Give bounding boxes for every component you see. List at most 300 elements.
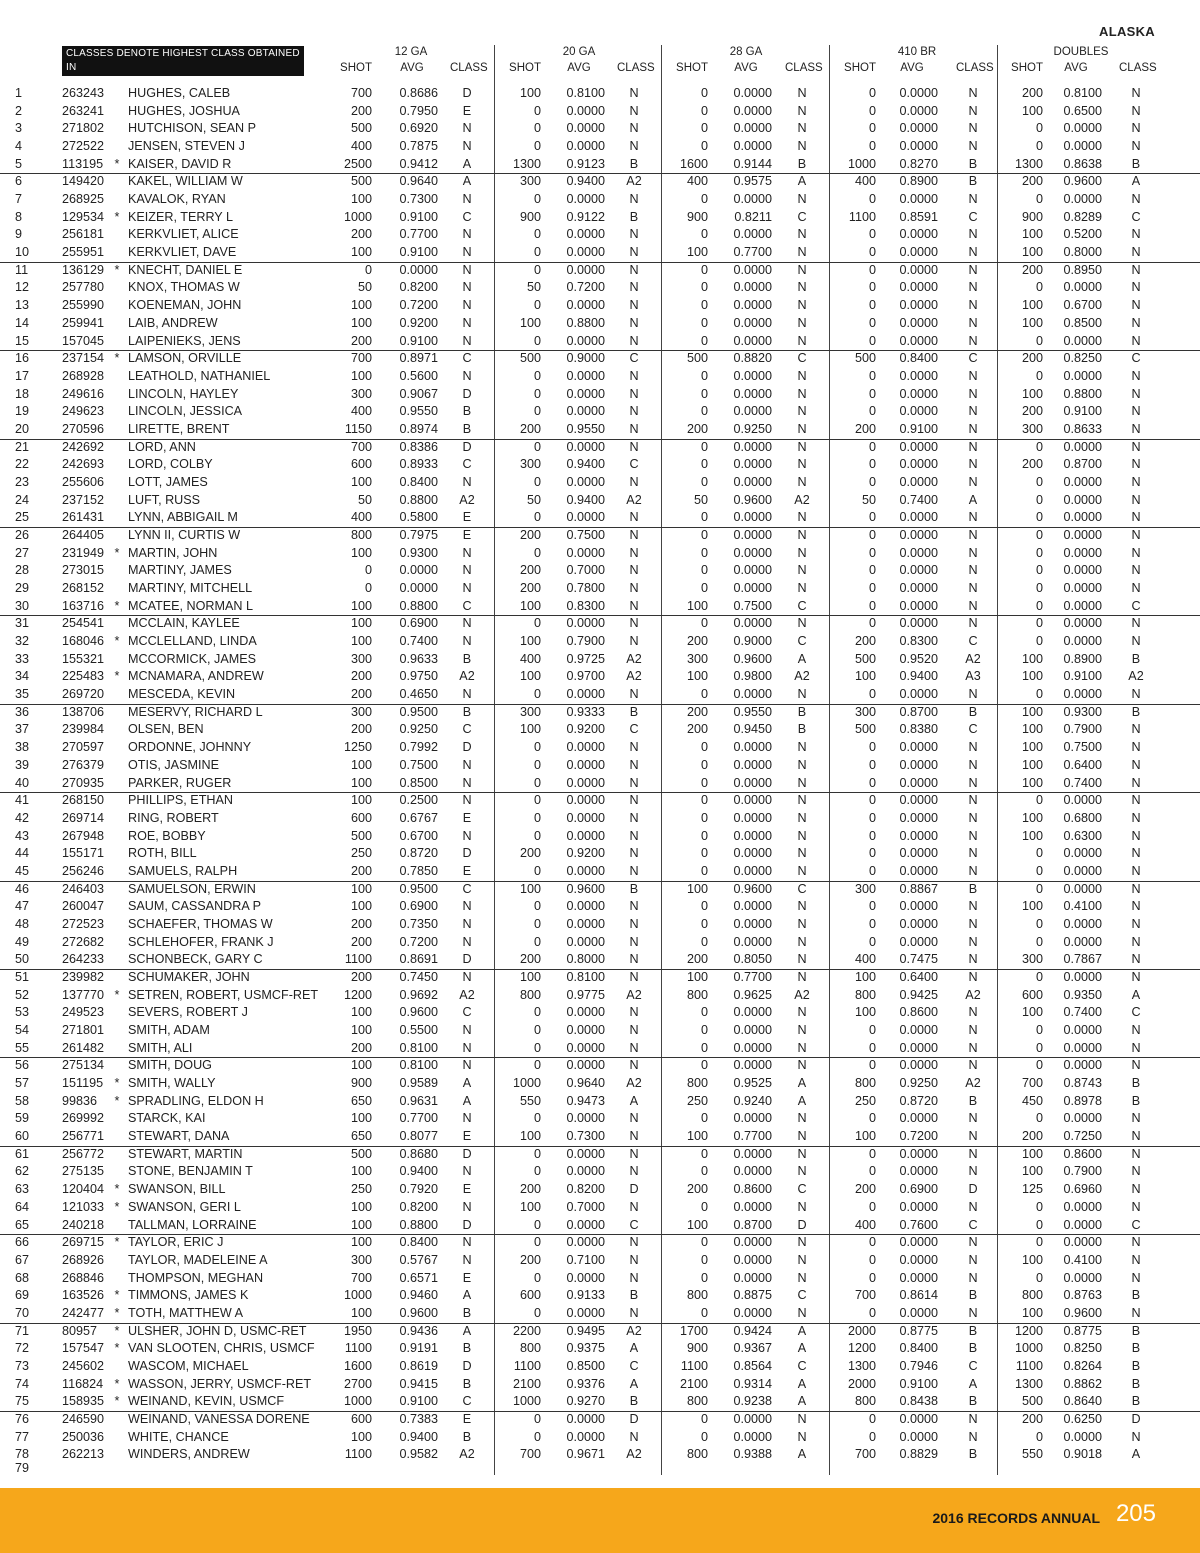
avg-value: 0.8829 [899,1447,938,1462]
shot-value: 0 [868,598,876,613]
class-value: N [629,828,639,843]
class-note [62,46,304,87]
shot-value: 300 [519,704,541,719]
class-value: C [968,634,978,649]
shot-value: 1150 [344,421,372,436]
shot-value: 200 [519,563,541,578]
avg-value: 0.0000 [733,439,772,454]
avg-value: 0.9500 [399,704,438,719]
shot-value: 0 [868,1429,876,1444]
row-number: 6 [15,174,23,189]
shot-value: 0 [868,775,876,790]
class-value: B [629,1288,639,1303]
avg-value: 0.0000 [733,457,772,472]
avg-value: 0.0000 [566,439,605,454]
class-value: D [462,1358,472,1373]
class-value: N [797,227,807,242]
class-value: N [1131,846,1141,861]
avg-value: 0.0000 [566,368,605,383]
avg-value: 0.9692 [399,987,438,1002]
member-id: 129534 [62,209,105,224]
class-value: N [968,1270,978,1285]
subheader-avg: AVG [567,62,591,74]
class-value: C [462,209,472,224]
member-id: 136129 [62,262,105,277]
shot-value: 300 [854,881,876,896]
shot-value: 0 [700,793,708,808]
avg-value: 0.7500 [566,528,605,542]
avg-value: 0.0000 [899,899,938,914]
class-value: N [1131,510,1141,525]
class-value: A2 [459,987,475,1002]
table-row [0,156,1200,175]
avg-value: 0.9631 [399,1093,438,1108]
avg-value: 0.9133 [566,1288,605,1303]
member-id: 137770 [62,987,105,1002]
class-value: B [462,1376,472,1391]
avg-value: 0.8600 [899,1005,938,1020]
shot-value: 50 [357,492,372,507]
class-value: C [462,881,472,896]
row-number: 13 [15,298,30,313]
avg-value: 0.0000 [733,934,772,949]
class-value: N [968,528,978,542]
shot-value: 300 [519,174,541,189]
avg-value: 0.0000 [899,386,938,401]
shot-value: 500 [350,174,372,189]
class-value: N [797,262,807,277]
avg-value: 0.0000 [566,916,605,931]
class-value: C [629,722,639,737]
shot-value: 0 [868,315,876,330]
avg-value: 0.9725 [566,651,605,666]
subheader-avg: AVG [1064,62,1088,74]
shot-value: 0 [868,528,876,542]
member-id: 246403 [62,881,105,896]
shot-value: 200 [350,722,372,737]
class-value: N [968,103,978,118]
shot-value: 800 [854,987,876,1002]
class-value: B [1131,1394,1141,1409]
table-row [0,1146,1200,1164]
avg-value: 0.0000 [1063,563,1102,578]
shot-value: 0 [1035,1040,1043,1055]
avg-value: 0.0000 [566,899,605,914]
table-row [0,775,1200,794]
avg-value: 0.7700 [733,245,772,260]
row-number: 15 [15,333,30,348]
class-value: N [462,139,472,154]
avg-value: 0.7100 [566,1252,605,1267]
shot-value: 700 [854,1288,876,1303]
shot-value: 1600 [343,1358,372,1373]
shot-value: 300 [1021,421,1043,436]
subheader-class: CLASS [450,62,488,74]
avg-value: 0.9600 [1063,1305,1102,1320]
row-number: 56 [15,1058,30,1073]
shot-value: 0 [868,139,876,154]
avg-value: 0.9600 [399,1305,438,1320]
avg-value: 0.9582 [399,1447,438,1462]
table-row [0,863,1200,882]
class-value: N [462,970,472,984]
row-number: 42 [15,810,30,825]
shooter-name: SCHLEHOFER, FRANK J [128,934,274,949]
avg-value: 0.8270 [899,156,938,171]
avg-value: 0.8800 [566,315,605,330]
shot-value: 0 [700,510,708,525]
avg-value: 0.0000 [899,227,938,242]
member-id: 264405 [62,528,105,542]
table-row [0,1040,1200,1059]
class-value: N [797,1023,807,1038]
avg-value: 0.9333 [566,704,605,719]
shot-value: 0 [533,368,541,383]
class-value: N [1131,740,1141,755]
shot-value: 0 [1035,280,1043,295]
shot-value: 0 [868,1040,876,1055]
member-id: 237154 [62,351,105,366]
table-row [0,739,1200,757]
class-value: N [1131,1058,1141,1073]
shot-value: 100 [1021,899,1043,914]
class-value: B [797,156,807,171]
class-value: N [968,262,978,277]
row-number: 70 [15,1305,30,1320]
class-value: N [797,1040,807,1055]
class-value: N [968,474,978,489]
class-value: B [462,1341,472,1356]
shot-value: 50 [526,280,541,295]
shot-value: 0 [533,1058,541,1073]
shot-value: 700 [519,1447,541,1462]
class-value: N [797,793,807,808]
shot-value: 200 [686,1182,708,1197]
class-value: N [1131,1040,1141,1055]
shot-value: 100 [350,315,372,330]
shooter-name: WINDERS, ANDREW [128,1447,250,1462]
table-row [0,527,1200,545]
member-id: 249623 [62,404,105,419]
class-value: N [1131,545,1141,560]
avg-value: 0.7867 [1063,952,1102,967]
class-value: N [797,1146,807,1161]
avg-value: 0.0000 [399,581,438,596]
shot-value: 100 [519,598,541,613]
class-value: N [968,563,978,578]
shot-value: 100 [1021,704,1043,719]
avg-value: 0.0000 [566,474,605,489]
avg-value: 0.9000 [566,351,605,366]
class-value: N [629,121,639,136]
class-value: B [1131,1376,1141,1391]
row-number: 17 [15,368,30,383]
asterisk-marker: * [114,1305,120,1320]
state-title: ALASKA [1099,24,1155,39]
shot-value: 0 [700,1023,708,1038]
avg-value: 0.0000 [899,1058,938,1073]
avg-value: 0.0000 [566,1058,605,1073]
avg-value: 0.8500 [1063,315,1102,330]
shooter-name: SEVERS, ROBERT J [128,1005,248,1020]
shot-value: 0 [533,1217,541,1232]
avg-value: 0.0000 [566,793,605,808]
row-number: 46 [15,881,30,896]
row-number-79: 79 [15,1461,30,1475]
member-id: 239984 [62,722,105,737]
footer-title: 2016 RECORDS ANNUAL [932,1510,1100,1526]
member-id: 275135 [62,1164,105,1179]
avg-value: 0.9100 [1063,404,1102,419]
shot-value: 2700 [343,1376,372,1391]
avg-value: 0.9600 [566,881,605,896]
shot-value: 0 [533,1235,541,1250]
class-value: C [629,1217,639,1232]
row-number: 2 [15,103,23,118]
shot-value: 0 [1035,793,1043,808]
class-value: N [462,121,472,136]
shot-value: 400 [519,651,541,666]
shooter-name: KEIZER, TERRY L [128,209,233,224]
class-value: N [1131,881,1141,896]
member-id: 155321 [62,651,105,666]
shot-value: 300 [686,651,708,666]
shot-value: 0 [1035,121,1043,136]
avg-value: 0.0000 [899,298,938,313]
shot-value: 700 [350,351,372,366]
avg-value: 0.0000 [1063,528,1102,542]
class-value: N [797,510,807,525]
avg-value: 0.0000 [899,916,938,931]
avg-value: 0.0000 [899,793,938,808]
shot-value: 200 [350,669,372,684]
shooter-name: LAIPENIEKS, JENS [128,333,241,348]
avg-value: 0.0000 [899,280,938,295]
avg-value: 0.0000 [566,386,605,401]
row-number: 8 [15,209,23,224]
avg-value: 0.0000 [899,510,938,525]
asterisk-marker: * [114,598,120,613]
class-value: N [797,457,807,472]
avg-value: 0.0000 [1063,545,1102,560]
table-row [0,633,1200,651]
class-value: A [797,1076,807,1091]
class-value: A [968,1376,978,1391]
row-number: 67 [15,1252,30,1267]
shot-value: 0 [700,563,708,578]
class-value: N [797,1252,807,1267]
row-number: 55 [15,1040,30,1055]
shot-value: 100 [350,1058,372,1073]
avg-value: 0.9550 [399,404,438,419]
avg-value: 0.0000 [1063,1235,1102,1250]
member-id: 270597 [62,740,105,755]
class-value: A2 [794,669,810,684]
avg-value: 0.0000 [899,863,938,878]
class-value: N [968,439,978,454]
shooter-name: MESERVY, RICHARD L [128,704,263,719]
asterisk-marker: * [114,634,120,649]
avg-value: 0.8386 [399,439,438,454]
shooter-name: STARCK, KAI [128,1111,206,1126]
class-value: C [1131,209,1141,224]
avg-value: 0.8900 [899,174,938,189]
table-row [0,898,1200,916]
avg-value: 0.8200 [399,1199,438,1214]
shot-value: 0 [1035,528,1043,542]
avg-value: 0.0000 [733,1235,772,1250]
class-value: N [968,916,978,931]
shooter-name: SMITH, DOUG [128,1058,212,1073]
class-value: N [629,1040,639,1055]
group-20ga: 20 GA [562,46,596,58]
shot-value: 100 [350,634,372,649]
class-value: N [1131,1199,1141,1214]
shot-value: 100 [350,1199,372,1214]
subheader-avg: AVG [900,62,924,74]
class-value: N [797,563,807,578]
class-value: N [797,1305,807,1320]
shooter-name: KNOX, THOMAS W [128,280,240,295]
shot-value: 0 [868,687,876,702]
avg-value: 0.0000 [899,1040,938,1055]
class-value: B [629,156,639,171]
class-value: C [797,1358,807,1373]
class-value: N [797,439,807,454]
row-number: 76 [15,1412,30,1426]
avg-value: 0.8300 [566,598,605,613]
class-value: D [462,740,472,755]
class-value: A2 [965,651,981,666]
class-value: C [968,1217,978,1232]
table-row [0,1429,1200,1447]
shot-value: 200 [686,634,708,649]
shot-value: 1000 [512,1076,541,1091]
class-value: B [968,1341,978,1356]
avg-value: 0.9350 [1063,987,1102,1002]
class-value: N [462,1235,472,1250]
class-value: B [629,209,639,224]
avg-value: 0.7200 [399,934,438,949]
class-value: N [462,1058,472,1073]
row-number: 51 [15,970,30,984]
shooter-name: WASSON, JERRY, USMCF-RET [128,1376,312,1391]
shot-value: 0 [700,863,708,878]
avg-value: 0.9525 [733,1076,772,1091]
shot-value: 0 [533,1164,541,1179]
class-value: N [968,757,978,772]
class-value: N [1131,368,1141,383]
class-value: N [629,1129,639,1144]
avg-value: 0.0000 [733,740,772,755]
avg-value: 0.0000 [733,1058,772,1073]
class-value: A2 [626,987,642,1002]
avg-value: 0.0000 [1063,881,1102,896]
shooter-name: SMITH, WALLY [128,1076,216,1091]
class-value: N [629,86,639,100]
shot-value: 450 [1021,1093,1043,1108]
shooter-name: RING, ROBERT [128,810,219,825]
class-value: N [797,1270,807,1285]
member-id: 246590 [62,1412,105,1426]
shot-value: 0 [533,386,541,401]
shooter-name: STEWART, DANA [128,1129,230,1144]
shot-value: 0 [533,616,541,631]
class-value: N [797,581,807,596]
shot-value: 100 [1021,775,1043,790]
avg-value: 0.0000 [733,1412,772,1426]
shooter-name: TALLMAN, LORRAINE [128,1217,257,1232]
class-value: B [968,881,978,896]
shot-value: 200 [519,1252,541,1267]
class-value: N [462,899,472,914]
shot-value: 100 [350,1235,372,1250]
shot-value: 100 [519,722,541,737]
shot-value: 100 [350,1023,372,1038]
avg-value: 0.8978 [1063,1093,1102,1108]
shot-value: 0 [700,581,708,596]
member-id: 262213 [62,1447,105,1462]
table-row [0,757,1200,775]
shot-value: 100 [350,1305,372,1320]
shot-value: 0 [533,828,541,843]
class-value: A2 [794,987,810,1002]
class-value: E [462,863,472,878]
class-value: N [968,421,978,436]
class-value: C [462,1005,472,1020]
shooter-name: KOENEMAN, JOHN [128,298,242,313]
avg-value: 0.9520 [899,651,938,666]
class-value: N [797,863,807,878]
row-number: 74 [15,1376,30,1391]
avg-value: 0.0000 [1063,846,1102,861]
class-value: N [968,227,978,242]
shot-value: 1600 [679,156,708,171]
avg-value: 0.0000 [566,1023,605,1038]
row-number: 78 [15,1447,30,1462]
class-value: N [968,581,978,596]
avg-value: 0.0000 [899,139,938,154]
avg-value: 0.9400 [566,492,605,507]
avg-value: 0.0000 [733,1111,772,1126]
avg-value: 0.0000 [899,315,938,330]
row-number: 1 [15,86,23,100]
avg-value: 0.8438 [899,1394,938,1409]
shot-value: 200 [1021,1129,1043,1144]
shot-value: 200 [519,952,541,967]
row-number: 31 [15,616,30,631]
member-id: 264233 [62,952,105,967]
shooter-name: TAYLOR, MADELEINE A [128,1252,268,1267]
row-number: 14 [15,315,30,330]
avg-value: 0.0000 [733,1429,772,1444]
avg-value: 0.0000 [733,828,772,843]
shot-value: 0 [1035,545,1043,560]
shot-value: 0 [700,121,708,136]
member-id: 272682 [62,934,105,949]
avg-value: 0.6960 [1063,1182,1102,1197]
avg-value: 0.7500 [1063,740,1102,755]
member-id: 275134 [62,1058,105,1073]
shot-value: 0 [700,457,708,472]
avg-value: 0.0000 [733,227,772,242]
class-value: N [1131,1129,1141,1144]
table-row [0,1305,1200,1324]
avg-value: 0.9100 [399,245,438,260]
class-value: N [968,934,978,949]
class-value: D [1131,1412,1141,1426]
shot-value: 100 [1021,315,1043,330]
